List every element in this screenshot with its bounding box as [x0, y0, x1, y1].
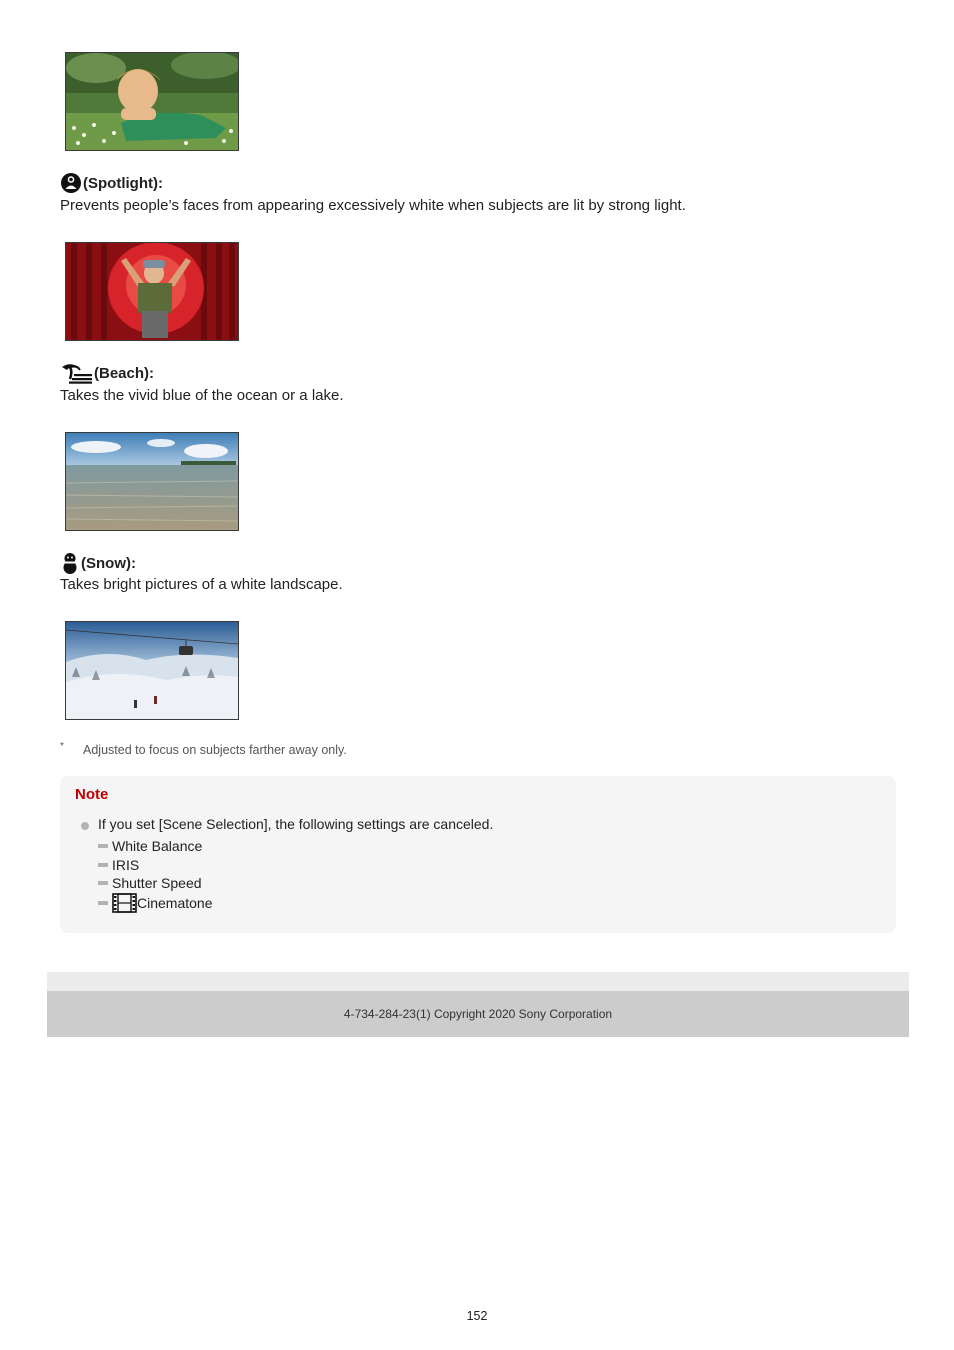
beach-example-photo [65, 432, 239, 531]
dash-icon [98, 901, 108, 905]
scene-description-snow: Takes bright pictures of a white landscape. [60, 576, 343, 593]
scene-title-label: (Beach): [94, 364, 155, 382]
note-title: Note [75, 786, 109, 803]
bullet-dot-icon [81, 822, 89, 830]
film-strip-icon [112, 893, 137, 913]
note-item-label: Shutter Speed [112, 875, 202, 891]
note-item-cinematone [98, 893, 213, 913]
note-item-shutter-speed [98, 875, 202, 891]
dash-icon [98, 863, 108, 867]
note-item-white-balance [98, 838, 202, 854]
snow-example-photo [65, 621, 239, 720]
scene-title-label: (Snow): [81, 554, 136, 572]
dash-icon [98, 881, 108, 885]
spotlight-icon [60, 172, 82, 194]
footer-band [47, 972, 909, 991]
note-item-label: IRIS [112, 857, 140, 873]
page-number: 152 [466, 1309, 488, 1323]
footnote-text: Adjusted to focus on subjects farther away only. [83, 743, 347, 757]
footer [47, 991, 909, 1037]
scene-description-spotlight: Prevents people’s faces from appearing excessively white when subjects are lit by strong light. [60, 197, 686, 214]
note-item-iris [98, 857, 139, 873]
note-intro: If you set [Scene Selection], the following settings are canceled. [98, 816, 494, 832]
beach-icon [60, 362, 93, 384]
footnote-mark: * [60, 741, 64, 752]
snow-icon [60, 552, 80, 574]
note-box [60, 776, 896, 933]
note-item-label: Cinematone [137, 895, 213, 911]
scene-title-beach [60, 362, 154, 384]
scene-description-beach: Takes the vivid blue of the ocean or a lake. [60, 387, 344, 404]
portrait-example-photo [65, 52, 239, 151]
spotlight-example-photo [65, 242, 239, 341]
dash-icon [98, 844, 108, 848]
scene-title-snow [60, 552, 136, 574]
scene-title-label: (Spotlight): [83, 174, 163, 192]
scene-title-spotlight [60, 172, 163, 194]
note-item-label: White Balance [112, 838, 203, 854]
copyright-text: 4-734-284-23(1) Copyright 2020 Sony Corporation [343, 1007, 613, 1021]
